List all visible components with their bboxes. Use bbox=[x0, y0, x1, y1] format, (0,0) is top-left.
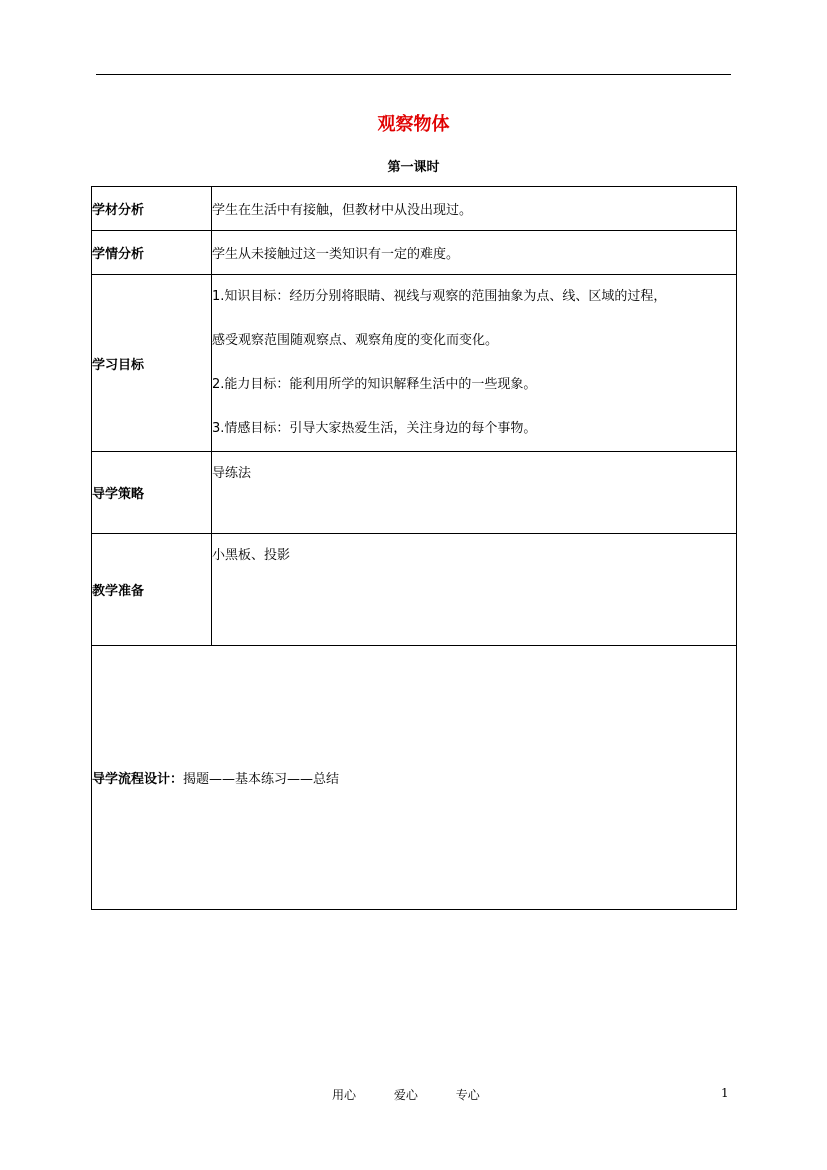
row-content-learner: 学生从未接触过这一类知识有一定的难度。 bbox=[212, 231, 737, 275]
flow-design-label: 导学流程设计： bbox=[92, 772, 184, 787]
goal-line: 3.情感目标：引导大家热爱生活，关注身边的每个事物。 bbox=[212, 421, 537, 436]
table-row bbox=[92, 534, 737, 646]
row-label-goals: 学习目标 bbox=[92, 275, 212, 452]
row-content-goals bbox=[212, 275, 737, 452]
row-label-learner: 学情分析 bbox=[92, 231, 212, 275]
row-content-material: 学生在生活中有接触，但教材中从没出现过。 bbox=[212, 187, 737, 231]
lesson-plan-table bbox=[91, 186, 737, 910]
row-content-preparation: 小黑板、投影 bbox=[212, 534, 737, 646]
goal-line: 1.知识目标：经历分别将眼睛、视线与观察的范围抽象为点、线、区域的过程， bbox=[212, 289, 667, 304]
document-title: 观察物体 bbox=[377, 114, 450, 135]
header-rule bbox=[96, 74, 731, 75]
table-row bbox=[92, 275, 737, 452]
row-label-material: 学材分析 bbox=[92, 187, 212, 231]
footer-motto: 爱心 bbox=[393, 1088, 418, 1102]
table-row bbox=[92, 231, 737, 275]
table-row bbox=[92, 452, 737, 534]
flow-design-cell bbox=[92, 646, 737, 910]
table-row bbox=[92, 187, 737, 231]
flow-design-content: 揭题——基本练习——总结 bbox=[183, 772, 340, 787]
footer-motto: 用心 bbox=[332, 1088, 357, 1102]
row-label-preparation: 教学准备 bbox=[92, 534, 212, 646]
lesson-subtitle: 第一课时 bbox=[387, 160, 440, 175]
page-number: 1 bbox=[721, 1086, 729, 1100]
footer-mottos bbox=[332, 1086, 514, 1103]
goal-line: 2.能力目标：能利用所学的知识解释生活中的一些现象。 bbox=[212, 377, 537, 392]
table-row bbox=[92, 646, 737, 910]
row-label-strategy: 导学策略 bbox=[92, 452, 212, 534]
goal-line: 感受观察范围随观察点、观察角度的变化而变化。 bbox=[212, 333, 499, 348]
row-content-strategy: 导练法 bbox=[212, 452, 737, 534]
footer-motto: 专心 bbox=[455, 1088, 480, 1102]
